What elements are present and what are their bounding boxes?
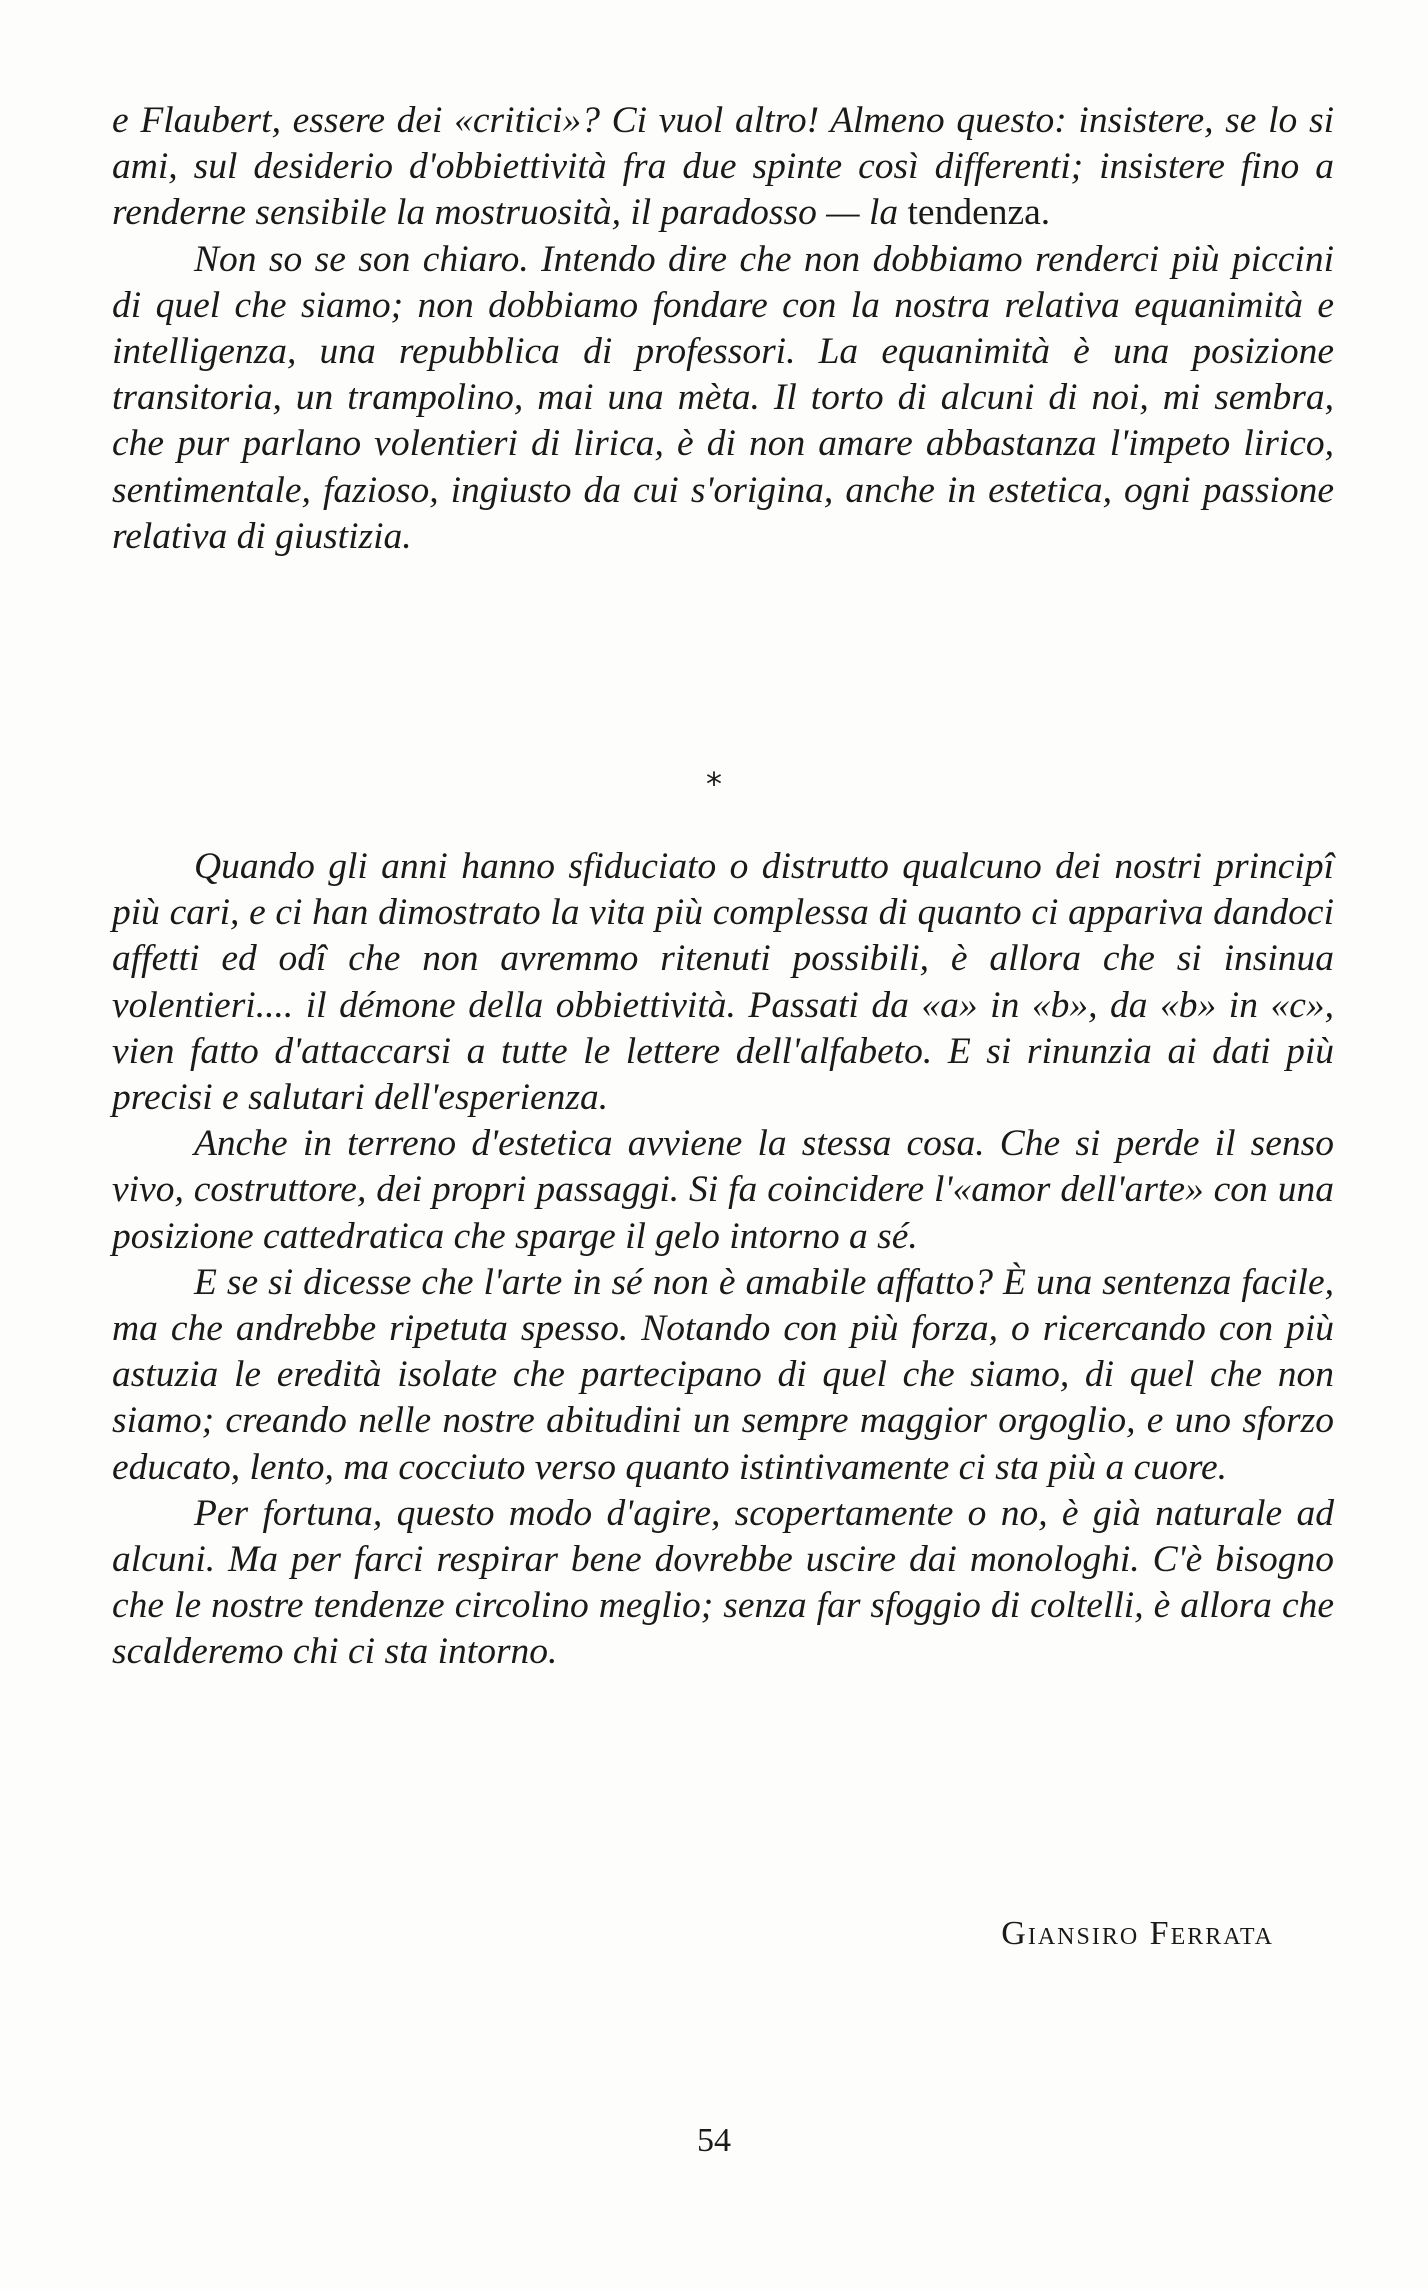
paragraph: Quando gli anni hanno sfiduciato o distrutto qualcuno dei nostri principî più cari, e ci han dimostrato la vita più complessa di quanto ci appariva dandoci affetti ed odî che non avremmo ritenuti possibili, è allora che si insinua volentieri.... il démone della obbiettività. Passati da «a» in «b», da «b» in «c», vien fatto d'attaccarsi a tutte le lettere dell'alfabeto. E si rinunzia ai dati più precisi e salutari dell'esperienza. <box>112 846 1334 1119</box>
paragraph: Non so se son chiaro. Intendo dire che non dobbiamo renderci più piccini di quel che siamo; non dobbiamo fondare con la nostra relativa equanimità e intelligenza, una repubblica di professori. La equanimità è una posizione transitoria, un trampolino, mai una mèta. Il torto di alcuni di noi, mi sembra, che pur parlano volentieri di lirica, è di non amare abbastanza l'impeto lirico, sentimentale, fazioso, ingiusto da cui s'origina, anche in estetica, ogni passione relativa di giustizia. <box>112 238 1334 557</box>
paragraph: Anche in terreno d'estetica avviene la stessa cosa. Che si perde il senso vivo, costruttore, dei propri passaggi. Si fa coincidere l'«amor dell'arte» con una posizione cattedratica che sparge il gelo intorno a sé. <box>112 1123 1334 1257</box>
author-signature: Giansiro Ferrata <box>1001 1915 1274 1952</box>
paragraph: Per fortuna, questo modo d'agire, scopertamente o no, è già naturale ad alcuni. Ma per farci respirar bene dovrebbe uscire dai monologhi. C'è bisogno che le nostre tendenze circolino meglio; senza far sfoggio di coltelli, è allora che scalderemo chi ci sta intorno. <box>112 1492 1334 1673</box>
text-section-2 <box>112 844 1334 1676</box>
paragraph-upright-word: tendenza. <box>907 192 1051 234</box>
page-number: 54 <box>697 2122 731 2159</box>
text-section-1 <box>112 98 1334 560</box>
paragraph: E se si dicesse che l'arte in sé non è amabile affatto? È una sentenza facile, ma che andrebbe ripetuta spesso. Notando con più forza, o ricercando con più astuzia le eredità isolate che partecipano di quel che siamo, di quel che non siamo; creando nelle nostre abitudini un sempre maggior orgoglio, e uno sforzo educato, lento, ma cocciuto verso quanto istintivamente ci sta più a cuore. <box>112 1261 1334 1488</box>
paragraph-italic-text: e Flaubert, essere dei «critici»? Ci vuol altro! Almeno questo: insistere, se lo si ami, sul desiderio d'obbiettività fra due spinte così differenti; insistere fino a renderne sensibile la mostruosità, il paradosso — la <box>112 100 1334 234</box>
section-separator-asterisk: * <box>706 765 722 803</box>
paragraph-continued <box>112 98 1334 237</box>
